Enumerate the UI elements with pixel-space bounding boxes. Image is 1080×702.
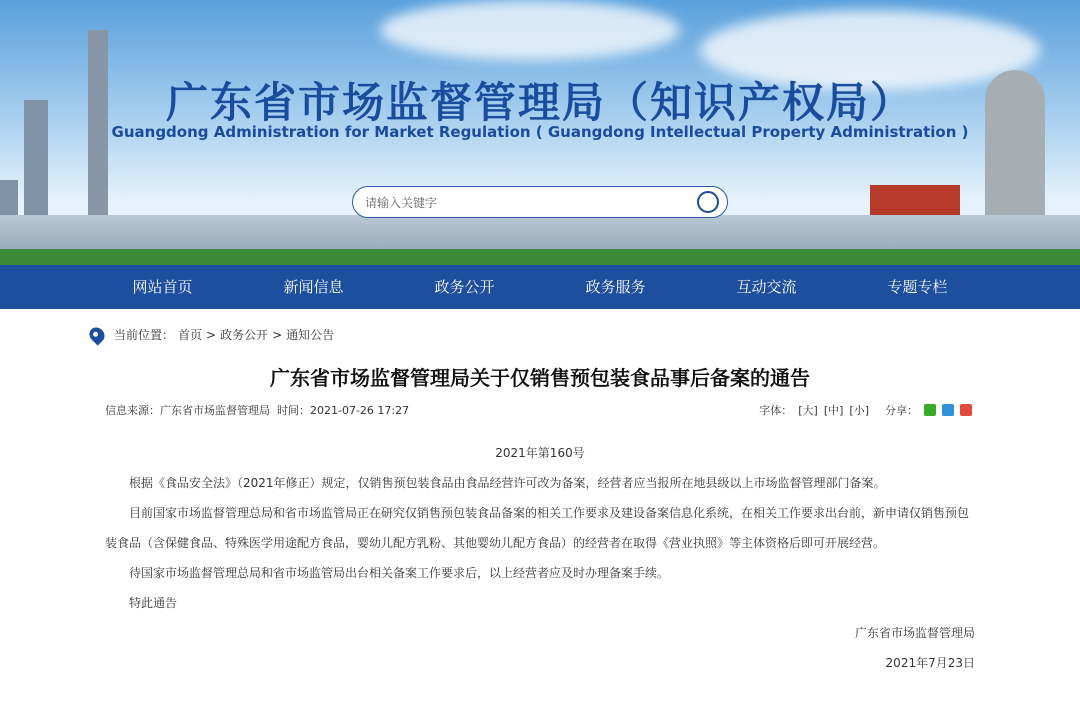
share-label: 分享：	[885, 404, 918, 417]
location-pin-icon	[86, 324, 107, 345]
nav-news[interactable]: 新闻信息	[283, 278, 344, 296]
breadcrumb-sep: >	[206, 327, 217, 342]
signer: 广东省市场监督管理局	[854, 626, 975, 640]
site-title: 广东省市场监督管理局（知识产权局）	[165, 78, 914, 127]
breadcrumb	[90, 326, 334, 343]
nav-interaction[interactable]: 互动交流	[736, 278, 797, 296]
paragraph: 待国家市场监督管理总局和省市场监管局出台相关备案工作要求后，以上经营者应及时办理备案手续。	[129, 566, 670, 580]
breadcrumb-label: 当前位置：	[114, 328, 175, 342]
qzone-icon[interactable]	[942, 404, 954, 416]
nav-services[interactable]: 政务服务	[585, 278, 646, 296]
doc-number: 2021年第160号	[495, 446, 585, 460]
article-title: 广东省市场监督管理局关于仅销售预包装食品事后备案的通告	[270, 366, 810, 390]
search-input[interactable]	[352, 186, 728, 218]
search-placeholder: 请输入关键字	[365, 195, 438, 210]
font-medium[interactable]: [中]	[823, 404, 844, 417]
font-label: 字体：	[759, 404, 793, 417]
search-icon[interactable]	[697, 191, 719, 213]
weibo-icon[interactable]	[960, 404, 972, 416]
paragraph: 根据《食品安全法》（2021年修正）规定，仅销售预包装食品由食品经营许可改为备案，经营者应当报所在地县级以上市场监督管理部门备案。	[129, 476, 886, 490]
breadcrumb-sep: >	[272, 327, 283, 342]
paragraph: 特此通告	[129, 596, 178, 610]
cloud	[380, 0, 680, 60]
breadcrumb-notice[interactable]: 通知公告	[286, 328, 335, 342]
paragraph: 目前国家市场监督管理总局和省市场监管局正在研究仅销售预包装食品备案的相关工作要求及建设备案信息化系统，在相关工作要求出台前，新申请仅销售预包装食品（含保健食品、特殊医学用途配方食品，婴幼儿配方乳粉、其他婴幼儿配方食品）的经营者在取得《营业执照》等主体资格后即可开展经营。	[105, 506, 970, 550]
header-banner	[0, 0, 1080, 265]
breadcrumb-home[interactable]: 首页	[178, 328, 203, 342]
nav-gov-info[interactable]: 政务公开	[434, 278, 495, 296]
article-body	[105, 438, 975, 678]
sign-date: 2021年7月23日	[885, 656, 975, 670]
nav-topics[interactable]: 专题专栏	[887, 278, 948, 296]
font-small[interactable]: [小]	[849, 404, 869, 417]
main-nav	[0, 265, 1080, 309]
wechat-icon[interactable]	[924, 404, 936, 416]
font-large[interactable]: [大]	[798, 404, 818, 417]
nav-home[interactable]: 网站首页	[132, 278, 193, 296]
article-tools	[759, 402, 972, 418]
article-meta: 信息来源：广东省市场监督管理局 时间：2021-07-26 17:27	[105, 404, 410, 417]
site-title-en: Guangdong Administration for Market Regulation ( Guangdong Intellectual Property Administration )	[111, 123, 969, 141]
breadcrumb-gov[interactable]: 政务公开	[220, 328, 269, 342]
trees	[0, 249, 1080, 265]
